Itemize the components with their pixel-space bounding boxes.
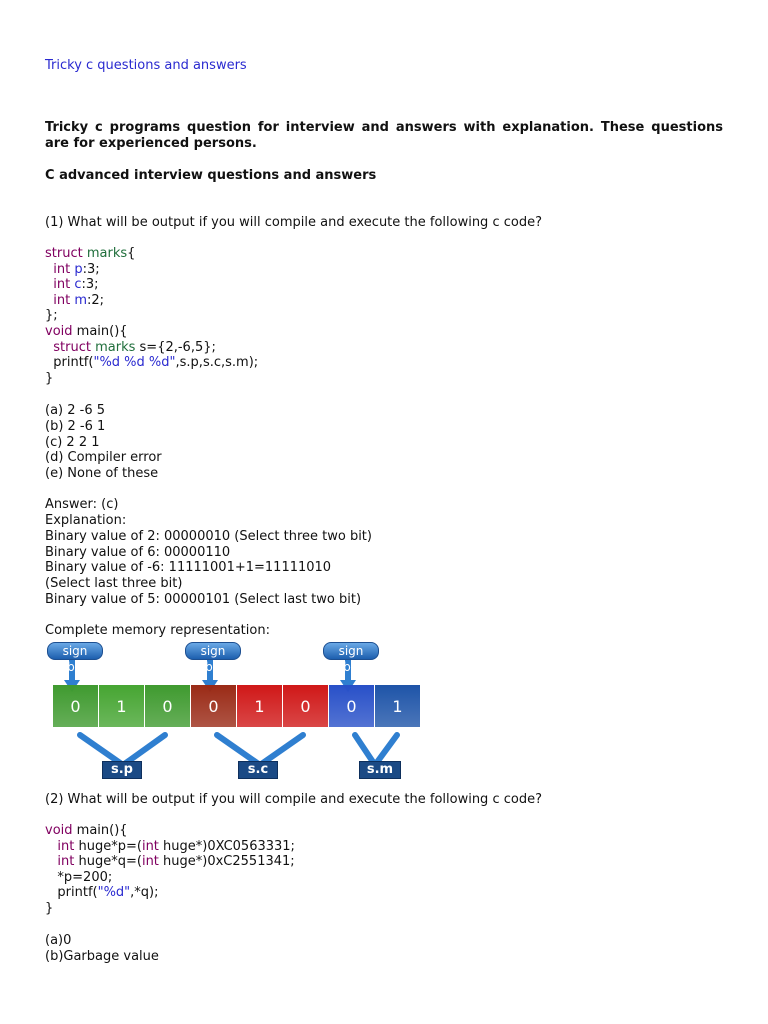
sign-bit-label-3: sign bit: [323, 642, 379, 660]
option-item: (c) 2 2 1: [45, 434, 100, 450]
code-token: }: [45, 901, 54, 916]
code-token: main(){: [76, 324, 128, 339]
bit-cell: 1: [99, 685, 144, 727]
option-item: (a) 2 -6 5: [45, 403, 106, 418]
code-token: struct: [45, 246, 87, 261]
bit-cell: 1: [237, 685, 282, 727]
code-token: [45, 839, 57, 854]
option-item: (e) None of these: [45, 466, 159, 482]
code-token: huge*)0xC2551341;: [163, 854, 295, 870]
sign-bit-label-2: sign bit: [185, 642, 241, 660]
code-2-line: [45, 901, 53, 917]
code-token: m: [74, 292, 88, 308]
code-1-line: [45, 371, 53, 387]
code-token: main(){: [76, 823, 128, 838]
code-token: int: [57, 854, 79, 870]
code-token: s={2,-6,5};: [139, 339, 216, 355]
explanation-line: Binary value of 6: 00000110: [45, 544, 231, 560]
code-1-line: [45, 246, 135, 262]
code-token: [45, 854, 57, 869]
code-token: :3;: [82, 261, 100, 277]
question-2: (2) What will be output if you will compile and execute the following c code?: [45, 792, 542, 807]
code-token: {: [127, 246, 136, 261]
question-1: (1) What will be output if you will compile and execute the following c code?: [45, 215, 542, 230]
code-token: :3;: [81, 277, 99, 293]
bit-cell: 0: [53, 685, 98, 727]
code-token: ,*q);: [130, 885, 159, 901]
title-link[interactable]: Tricky c questions and answers: [45, 58, 247, 73]
sign-bit-label-1: sign bit: [47, 642, 103, 660]
code-1-line: [45, 308, 58, 324]
code-token: huge*)0XC0563331;: [163, 838, 295, 854]
explanation-line: Binary value of -6: 11111001+1=11111010: [45, 560, 332, 576]
memory-label: Complete memory representation:: [45, 623, 270, 638]
code-2-line: [45, 854, 295, 870]
code-token: ,s.p,s.c,s.m);: [175, 355, 259, 371]
code-1-line: [45, 277, 99, 293]
code-token: huge*q=(: [78, 854, 142, 870]
code-1-line: [45, 340, 216, 356]
code-token: int: [53, 292, 75, 308]
code-token: marks: [95, 339, 140, 355]
code-token: :2;: [87, 292, 105, 308]
code-1-line: [45, 262, 100, 278]
group-label-sp: s.p: [102, 761, 142, 779]
explanation-line: Binary value of 5: 00000101 (Select last two bit): [45, 592, 362, 607]
code-1-line: [45, 355, 258, 371]
option-item: (b)Garbage value: [45, 948, 159, 964]
code-token: "%d": [97, 885, 131, 901]
bit-cell: 0: [283, 685, 328, 727]
explanation-line: (Select last three bit): [45, 576, 183, 592]
option-item: (a)0: [45, 933, 72, 948]
option-item: (d) Compiler error: [45, 450, 162, 466]
code-token: c: [74, 277, 82, 293]
code-token: struct: [53, 339, 96, 355]
code-token: printf(: [45, 885, 98, 901]
bit-cell: 0: [329, 685, 374, 727]
code-token: }: [45, 370, 54, 386]
code-1-line: [45, 293, 104, 309]
code-token: void: [45, 324, 77, 339]
code-2-line: [45, 839, 295, 855]
code-token: void: [45, 823, 77, 838]
code-token: printf(: [45, 355, 94, 371]
code-2-line: [45, 870, 112, 886]
code-token: p: [74, 261, 83, 277]
intro-paragraph: Tricky c programs question for interview and answers with explanation. These questions are for experienced persons.: [45, 120, 723, 151]
subheading: C advanced interview questions and answers: [45, 168, 377, 183]
explanation-line: Explanation:: [45, 513, 127, 528]
memory-diagram: [45, 640, 425, 780]
code-token: int: [53, 277, 75, 293]
bit-cell: 0: [191, 685, 236, 727]
code-2-line: [45, 823, 128, 839]
code-token: int: [141, 854, 164, 870]
group-label-sc: s.c: [238, 761, 278, 779]
code-token: "%d %d %d": [93, 355, 176, 371]
code-token: int: [141, 838, 164, 854]
code-2-line: [45, 885, 159, 901]
code-1-line: [45, 324, 128, 340]
bit-cell: 1: [375, 685, 420, 727]
explanation-line: Binary value of 2: 00000010 (Select three two bit): [45, 528, 372, 544]
code-token: int: [57, 838, 79, 854]
code-token: };: [45, 308, 58, 324]
code-token: marks: [86, 246, 128, 261]
group-label-sm: s.m: [359, 761, 401, 779]
code-token: *p=200;: [45, 869, 113, 885]
bit-cell: 0: [145, 685, 190, 727]
code-token: huge*p=(: [78, 838, 142, 854]
answer-1: Answer: (c): [45, 497, 119, 512]
option-item: (b) 2 -6 1: [45, 418, 106, 434]
code-token: int: [53, 261, 75, 277]
